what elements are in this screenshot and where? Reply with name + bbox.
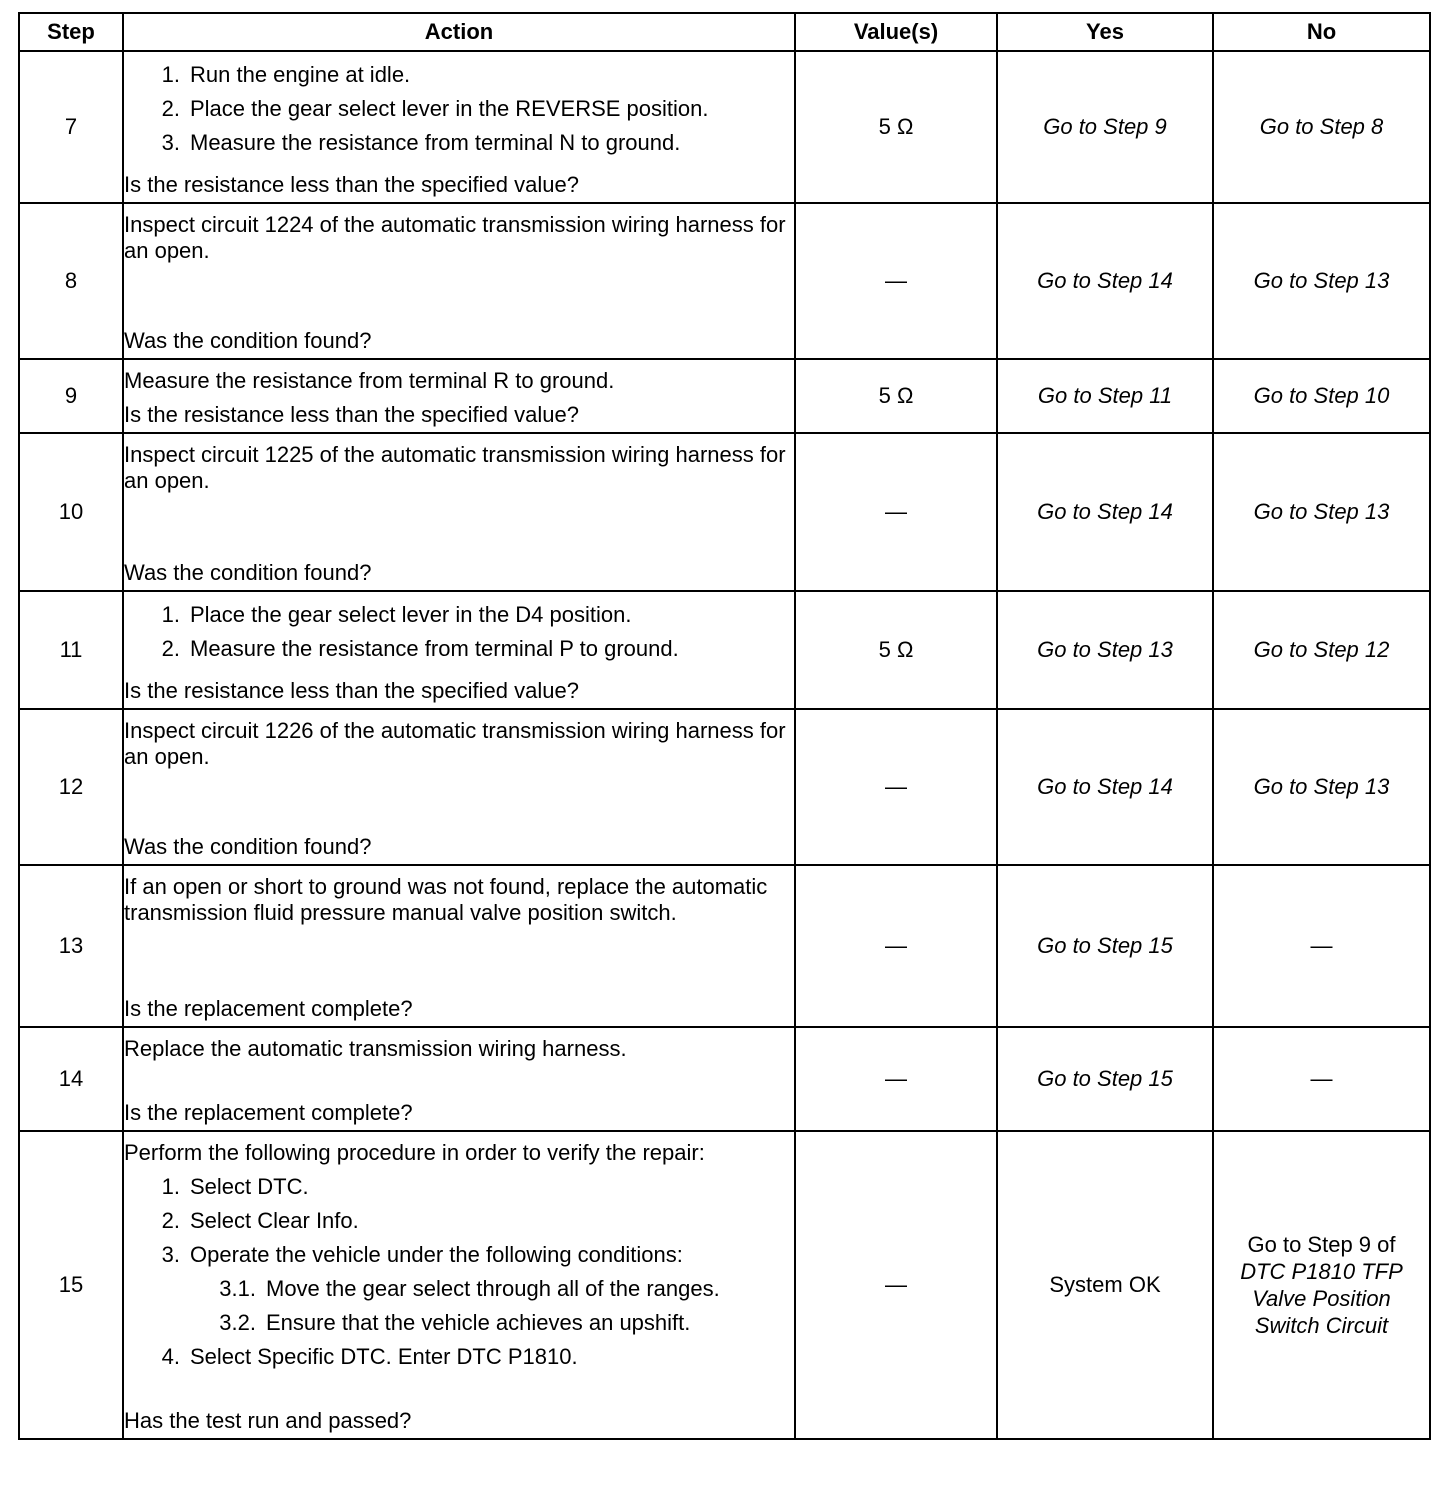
yes-cell: Go to Step 11: [997, 359, 1213, 433]
header-values: Value(s): [795, 13, 997, 51]
yes-cell: Go to Step 13: [997, 591, 1213, 709]
action-cell: [123, 359, 795, 433]
question-text: Was the condition found?: [124, 834, 372, 859]
table-row: [19, 203, 1430, 359]
list-item: Select Specific DTC. Enter DTC P1810.: [190, 1344, 578, 1369]
value-cell: —: [795, 1131, 997, 1439]
no-line: Switch Circuit: [1254, 1313, 1389, 1338]
action-cell: [123, 203, 795, 359]
list-number: 3.2.: [219, 1310, 256, 1335]
value-cell: 5 Ω: [795, 591, 997, 709]
list-item: Run the engine at idle.: [190, 62, 411, 87]
question-text: Has the test run and passed?: [124, 1408, 412, 1433]
question-text: Is the resistance less than the specified value?: [124, 402, 579, 427]
no-cell: —: [1213, 1027, 1430, 1131]
value-cell: —: [795, 203, 997, 359]
value-cell: —: [795, 433, 997, 591]
table-row: [19, 591, 1430, 709]
yes-cell: System OK: [997, 1131, 1213, 1439]
action-text: Inspect circuit 1225 of the automatic transmission wiring harness for an open.: [124, 442, 786, 493]
question-text: Is the replacement complete?: [124, 1100, 413, 1125]
yes-cell: Go to Step 14: [997, 709, 1213, 865]
step-number: 11: [19, 591, 123, 709]
table-row: [19, 709, 1430, 865]
value-cell: —: [795, 865, 997, 1027]
action-text: Inspect circuit 1226 of the automatic transmission wiring harness for an open.: [124, 718, 786, 769]
action-text: If an open or short to ground was not found, replace the automatic transmission fluid pressure manual valve position switch.: [124, 874, 768, 925]
header-step: Step: [19, 13, 123, 51]
no-cell: Go to Step 8: [1213, 51, 1430, 203]
sublist-item: Ensure that the vehicle achieves an upshift.: [266, 1310, 691, 1335]
action-text: Measure the resistance from terminal R to ground.: [124, 368, 615, 393]
list-item: Measure the resistance from terminal P to ground.: [190, 636, 679, 661]
header-no: No: [1213, 13, 1430, 51]
action-text: Inspect circuit 1224 of the automatic transmission wiring harness for an open.: [124, 212, 786, 263]
list-number: 2.: [161, 96, 180, 121]
step-number: 14: [19, 1027, 123, 1131]
table-row: [19, 1027, 1430, 1131]
step-number: 13: [19, 865, 123, 1027]
yes-cell: Go to Step 14: [997, 433, 1213, 591]
value-cell: —: [795, 709, 997, 865]
list-number: 1.: [161, 1174, 180, 1199]
header-row: [19, 13, 1430, 51]
action-cell: [123, 865, 795, 1027]
list-number: 2.: [161, 1208, 180, 1233]
list-number: 3.: [161, 1242, 180, 1267]
action-cell: [123, 591, 795, 709]
table-row: [19, 51, 1430, 203]
list-item: Operate the vehicle under the following conditions:: [190, 1242, 683, 1267]
step-number: 9: [19, 359, 123, 433]
list-item: Select Clear Info.: [190, 1208, 359, 1233]
no-line: Go to Step 9 of: [1247, 1232, 1396, 1257]
action-text: Replace the automatic transmission wiring harness.: [124, 1036, 627, 1061]
table-row: [19, 1131, 1430, 1439]
step-number: 12: [19, 709, 123, 865]
value-cell: —: [795, 1027, 997, 1131]
value-cell: 5 Ω: [795, 359, 997, 433]
no-cell: [1213, 1131, 1430, 1439]
step-number: 8: [19, 203, 123, 359]
table-row: [19, 433, 1430, 591]
no-cell: Go to Step 13: [1213, 203, 1430, 359]
no-cell: Go to Step 13: [1213, 433, 1430, 591]
header-action: Action: [123, 13, 795, 51]
yes-cell: Go to Step 9: [997, 51, 1213, 203]
yes-cell: Go to Step 14: [997, 203, 1213, 359]
list-item: Place the gear select lever in the REVERSE position.: [190, 96, 709, 121]
step-number: 7: [19, 51, 123, 203]
no-cell: Go to Step 10: [1213, 359, 1430, 433]
action-text: Perform the following procedure in order to verify the repair:: [124, 1140, 705, 1165]
no-line: DTC P1810 TFP: [1240, 1259, 1403, 1284]
list-number: 1.: [161, 602, 180, 627]
diagnostic-table: [18, 12, 1431, 1440]
table-row: [19, 359, 1430, 433]
list-number: 2.: [161, 636, 180, 661]
question-text: Was the condition found?: [124, 560, 372, 585]
no-cell: Go to Step 12: [1213, 591, 1430, 709]
question-text: Is the resistance less than the specified value?: [124, 172, 579, 197]
yes-cell: Go to Step 15: [997, 1027, 1213, 1131]
list-number: 3.1.: [219, 1276, 256, 1301]
step-number: 10: [19, 433, 123, 591]
no-cell: Go to Step 13: [1213, 709, 1430, 865]
action-cell: [123, 433, 795, 591]
list-number: 1.: [161, 62, 180, 87]
list-item: Select DTC.: [190, 1174, 309, 1199]
sublist-item: Move the gear select through all of the ranges.: [266, 1276, 720, 1301]
action-cell: [123, 51, 795, 203]
question-text: Is the resistance less than the specified value?: [124, 678, 579, 703]
yes-cell: Go to Step 15: [997, 865, 1213, 1027]
action-cell: [123, 1027, 795, 1131]
list-item: Measure the resistance from terminal N to ground.: [190, 130, 681, 155]
list-number: 3.: [161, 130, 180, 155]
step-number: 15: [19, 1131, 123, 1439]
value-cell: 5 Ω: [795, 51, 997, 203]
question-text: Is the replacement complete?: [124, 996, 413, 1021]
table-row: [19, 865, 1430, 1027]
header-yes: Yes: [997, 13, 1213, 51]
question-text: Was the condition found?: [124, 328, 372, 353]
action-cell: [123, 709, 795, 865]
no-line: Valve Position: [1252, 1286, 1391, 1311]
no-cell: —: [1213, 865, 1430, 1027]
list-item: Place the gear select lever in the D4 position.: [190, 602, 632, 627]
list-number: 4.: [161, 1344, 180, 1369]
action-cell: [123, 1131, 795, 1439]
